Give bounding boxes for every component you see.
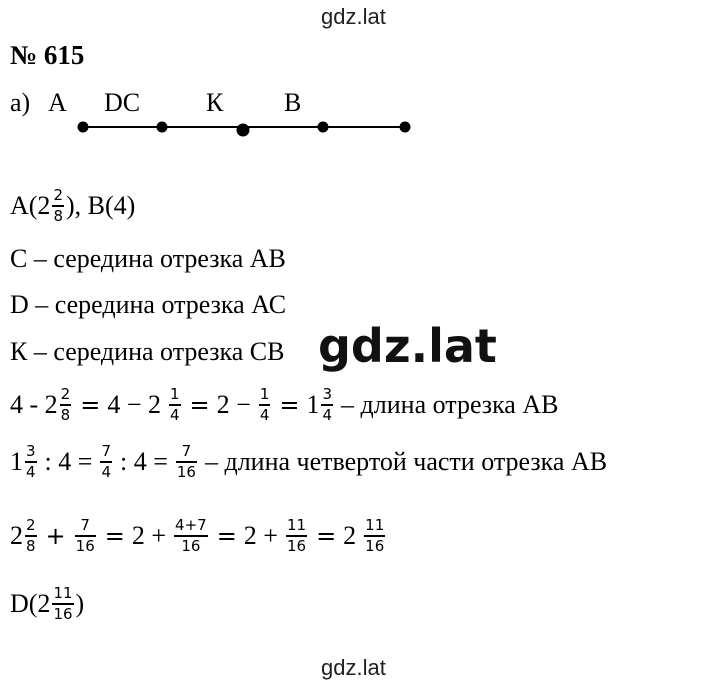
point-b <box>318 122 329 133</box>
equals-sign: = <box>104 521 125 550</box>
fraction: $\frac{1}{4}$ <box>170 385 180 424</box>
expr-text: 4 - 2 <box>10 389 58 419</box>
expr-text: 2 <box>10 520 23 550</box>
expr-text: : 4 = <box>44 446 93 476</box>
expr-text: 2 + <box>243 520 278 550</box>
line-length-ab <box>10 387 558 423</box>
line-midpoint-k: К – середина отрезка СВ <box>10 337 285 366</box>
fraction: $\frac{3}{4}$ <box>26 442 36 481</box>
watermark-bottom: gdz.lat <box>321 655 386 680</box>
expr-text: 2 − <box>216 389 251 419</box>
fraction: $\frac{3}{4}$ <box>322 385 333 424</box>
expr-text: 1 <box>306 389 320 419</box>
line-midpoint-c: С – середина отрезка АВ <box>10 244 286 273</box>
expr-text: : 4 = <box>119 446 168 476</box>
point-dc <box>157 122 168 133</box>
part-label: а) <box>10 88 31 117</box>
expr-text: 4 − 2 <box>107 389 161 419</box>
point-end <box>400 122 411 133</box>
fraction: $\frac{7}{16}$ <box>75 516 95 555</box>
expr-caption: – длина отрезка АВ <box>341 389 559 419</box>
fraction: $\frac{7}{16}$ <box>176 442 196 481</box>
fraction: $\frac{11}{16}$ <box>53 584 73 623</box>
label-a: А <box>48 88 67 117</box>
equals-sign: = <box>216 521 237 550</box>
expr-caption: – длина четвертой части отрезка АВ <box>204 446 608 476</box>
fraction: $\frac{11}{16}$ <box>286 516 307 555</box>
problem-number: № 615 <box>10 40 85 70</box>
answer-text: ) <box>75 588 85 618</box>
line-quarter-length <box>10 444 607 480</box>
label-b: В <box>284 88 302 117</box>
point-a <box>78 122 89 133</box>
expr-text: 1 <box>10 446 23 476</box>
coord-a-text: А(2 <box>10 190 51 220</box>
fraction: $\frac{2}{8}$ <box>53 186 63 225</box>
watermark-top: gdz.lat <box>321 4 386 29</box>
label-k: К <box>206 88 224 117</box>
fraction: $\frac{2}{8}$ <box>26 516 36 555</box>
plus-sign: + <box>45 521 66 550</box>
coord-b-text: ), В(4) <box>65 190 136 220</box>
fraction: $\frac{7}{4}$ <box>101 442 111 481</box>
equals-sign: = <box>279 390 300 419</box>
watermark-middle: gdz.lat <box>318 319 497 373</box>
expr-text: 2 <box>343 520 357 550</box>
equals-sign: = <box>316 521 337 550</box>
expr-text: 2 + <box>131 520 167 550</box>
line-coordinate-d <box>10 518 387 554</box>
point-k <box>237 124 250 137</box>
fraction: $\frac{4+7}{16}$ <box>175 516 207 555</box>
line-answer-d <box>10 586 84 622</box>
answer-text: D(2 <box>10 588 51 618</box>
equals-sign: = <box>189 390 210 419</box>
line-coordinates <box>10 188 135 224</box>
equals-sign: = <box>80 390 101 419</box>
fraction: $\frac{2}{8}$ <box>60 385 71 424</box>
line-midpoint-d: D – середина отрезка АС <box>10 290 287 319</box>
segment-diagram <box>0 110 720 150</box>
fraction: $\frac{11}{16}$ <box>365 516 385 555</box>
fraction: $\frac{1}{4}$ <box>259 385 270 424</box>
label-dc: DC <box>104 88 141 117</box>
